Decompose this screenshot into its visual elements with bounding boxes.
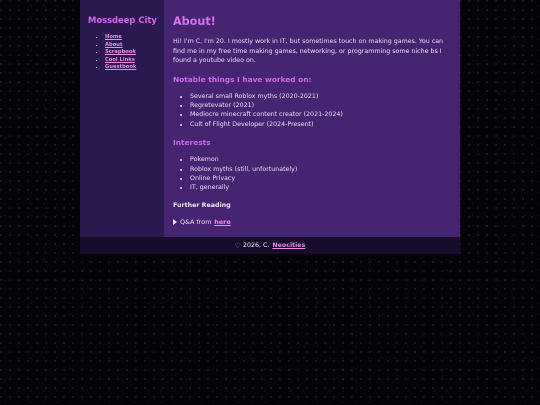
list-item: • Pokemon bbox=[190, 155, 452, 164]
sidebar bbox=[80, 0, 164, 237]
nav-item-guestbook bbox=[105, 64, 164, 72]
page-frame bbox=[80, 0, 460, 254]
interests-heading: Interests bbox=[173, 138, 211, 148]
list-item: • Cult of Flight Developer (2024-Present) bbox=[190, 120, 452, 129]
nav-link-cool-links[interactable]: Cool Links bbox=[105, 56, 135, 63]
nav-item-scrapbook bbox=[105, 49, 164, 57]
qa-here-link[interactable]: here bbox=[214, 217, 231, 226]
qa-disclosure[interactable] bbox=[173, 218, 452, 226]
notable-list bbox=[173, 92, 452, 130]
heart-icon: ♡ bbox=[234, 241, 241, 250]
nav-item-about bbox=[105, 42, 164, 50]
nav-link-guestbook[interactable]: Guestbook bbox=[105, 64, 137, 71]
notable-heading: Notable things I have worked on: bbox=[173, 74, 312, 84]
list-item: • IT, generally bbox=[190, 183, 452, 192]
nav-link-home[interactable]: Home bbox=[105, 34, 122, 40]
qa-label: Q&A from bbox=[180, 217, 212, 226]
disclosure-triangle-icon[interactable] bbox=[173, 219, 177, 225]
intro-paragraph: Hi! I'm C, I'm 20. I mostly work in IT, but sometimes touch on making games. You can find me in my free time making games, networking, or programming some niche bs I found a youtube video on. bbox=[173, 38, 444, 64]
list-item: • Mediocre minecraft content creator (2021-2024) bbox=[190, 110, 452, 119]
nav-link-about[interactable]: About bbox=[105, 41, 123, 48]
footer bbox=[80, 237, 460, 254]
footer-neocities-link[interactable]: Neocities bbox=[272, 242, 306, 249]
content-columns bbox=[80, 0, 460, 237]
interests-list bbox=[173, 155, 452, 193]
list-item: • Several small Roblox myths (2020-2021) bbox=[190, 92, 452, 101]
nav-link-scrapbook[interactable]: Scrapbook bbox=[105, 49, 136, 56]
main-content bbox=[164, 0, 460, 237]
list-item: • Roblox myths (still, unfortunately) bbox=[190, 165, 452, 174]
site-title: Mossdeep City bbox=[88, 15, 157, 25]
footer-copyright: 2026, C. bbox=[242, 242, 270, 249]
nav-item-home bbox=[105, 34, 164, 42]
nav-item-cool-links bbox=[105, 57, 164, 65]
list-item: • Regretevator (2021) bbox=[190, 101, 452, 110]
list-item: • Online Privacy bbox=[190, 174, 452, 183]
sidebar-nav bbox=[88, 34, 164, 72]
further-reading-heading: Further Reading bbox=[173, 201, 231, 209]
page-title: About! bbox=[173, 15, 216, 28]
